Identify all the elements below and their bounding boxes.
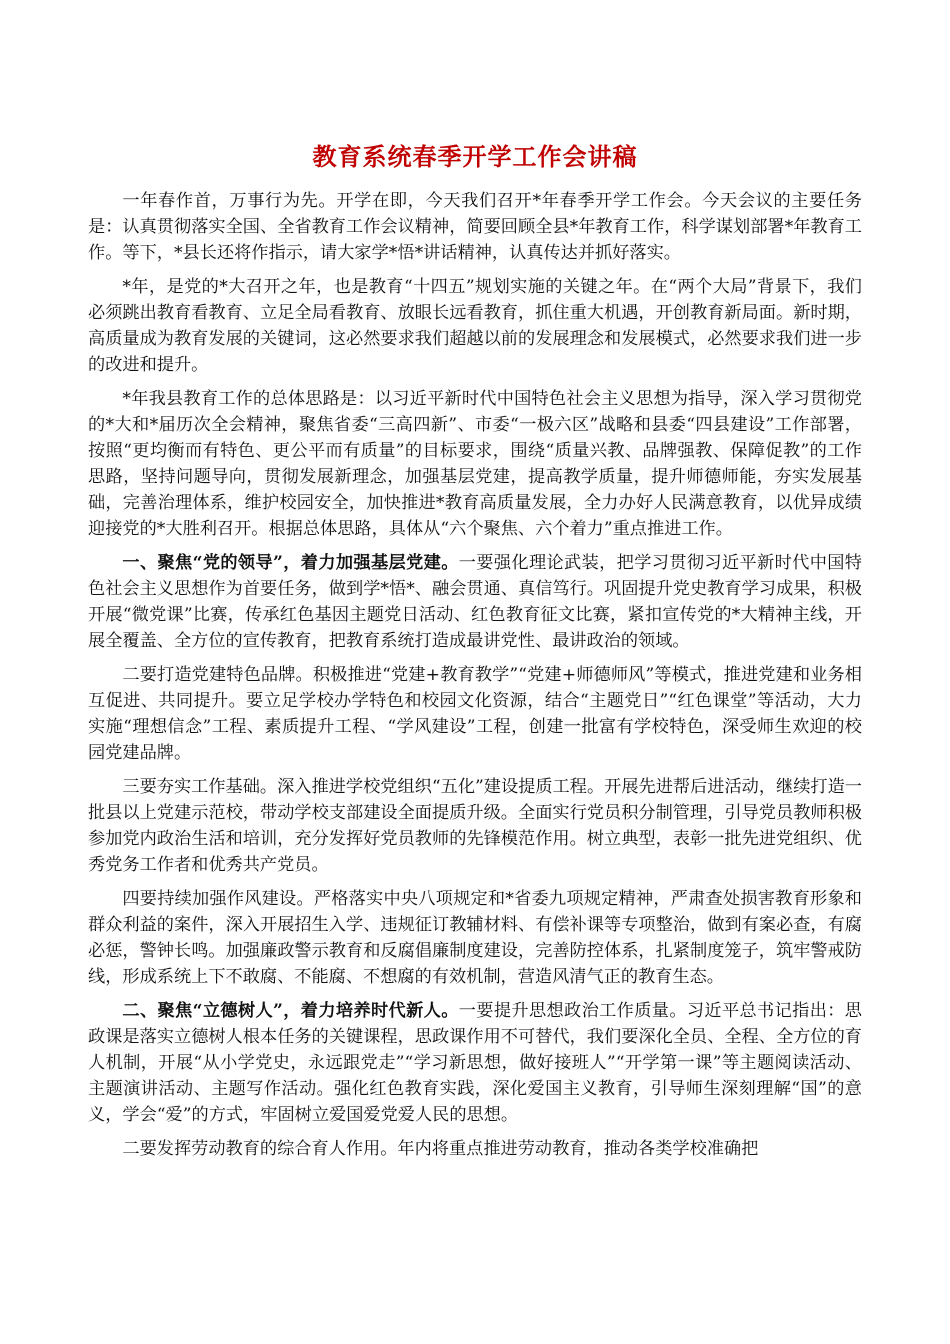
paragraph-3	[88, 386, 862, 542]
paragraph-text: *年，是党的*大召开之年，也是教育“十四五”规划实施的关键之年。在“两个大局”背景下，我们必须跳出教育看教育、立足全局看教育、放眼长远看教育，抓住重大机遇，开创教育新局面。新时期，高质量成为教育发展的关键词，这必然要求我们超越以前的发展理念和发展模式，必然要求我们进一步的改进和提升。	[88, 277, 862, 375]
section-heading-2: 二、聚焦“立德树人”，着力培养时代新人。	[122, 1001, 459, 1021]
paragraph-9	[88, 1136, 862, 1162]
section-heading-1: 一、聚焦“党的领导”，着力加强基层党建。	[122, 553, 459, 573]
document-title: 教育系统春季开学工作会讲稿	[312, 142, 638, 171]
paragraph-text: 一要强化理论武装，把学习贯彻习近平新时代中国特色社会主义思想作为首要任务，做到学*悟*、融会贯通、真信笃行。巩固提升党史教育学习成果，积极开展“微党课”比赛，传承红色基因主题党日活动、红色教育征文比赛，紧扣宣传党的*大精神主线，开展全覆盖、全方位的宣传教育，把教育系统打造成最讲党性、最讲政治的领域。	[88, 553, 862, 651]
paragraph-7	[88, 886, 862, 990]
paragraph-6	[88, 774, 862, 878]
paragraph-text: 二要发挥劳动教育的综合育人作用。年内将重点推进劳动教育，推动各类学校准确把	[122, 1139, 759, 1159]
paragraph-8	[88, 998, 862, 1128]
paragraph-text: 三要夯实工作基础。深入推进学校党组织“五化”建设提质工程。开展先进帮后进活动，继续打造一批县以上党建示范校，带动学校支部建设全面提质升级。全面实行党员积分制管理，引导党员教师积极参加党内政治生活和培训，充分发挥好党员教师的先锋模范作用。树立典型，表彰一批先进党组织、优秀党务工作者和优秀共产党员。	[88, 777, 862, 875]
paragraph-2	[88, 274, 862, 378]
paragraph-5	[88, 662, 862, 766]
paragraph-text: 二要打造党建特色品牌。积极推进“党建+教育教学”“党建+师德师风”等模式，推进党建和业务相互促进、共同提升。要立足学校办学特色和校园文化资源，结合“主题党日”“红色课堂”等活动，大力实施“理想信念”工程、素质提升工程、“学风建设”工程，创建一批富有学校特色，深受师生欢迎的校园党建品牌。	[88, 665, 862, 763]
paragraph-text: 一年春作首，万事行为先。开学在即，今天我们召开*年春季开学工作会。今天会议的主要任务是：认真贯彻落实全国、全省教育工作会议精神，简要回顾全县*年教育工作，科学谋划部署*年教育工作。等下，*县长还将作指示，请大家学*悟*讲话精神，认真传达并抓好落实。	[88, 191, 862, 263]
paragraph-4	[88, 550, 862, 654]
paragraph-text: *年我县教育工作的总体思路是：以习近平新时代中国特色社会主义思想为指导，深入学习贯彻党的*大和*届历次全会精神，聚焦省委“三高四新”、市委“一极六区”战略和县委“四县建设”工作部署，按照“更均衡而有特色、更公平而有质量”的目标要求，围绕“质量兴教、品牌强教、保障促教”的工作思路，坚持问题导向，贯彻发展新理念，加强基层党建，提高教学质量，提升师德师能，夯实发展基础，完善治理体系，维护校园安全，加快推进*教育高质量发展，全力办好人民满意教育，以优异成绩迎接党的*大胜利召开。根据总体思路，具体从“六个聚焦、六个着力”重点推进工作。	[88, 389, 862, 539]
paragraph-text: 四要持续加强作风建设。严格落实中央八项规定和*省委九项规定精神，严肃查处损害教育形象和群众利益的案件，深入开展招生入学、违规征订教辅材料、有偿补课等专项整治，做到有案必查，有腐必惩，警钟长鸣。加强廉政警示教育和反腐倡廉制度建设，完善防控体系，扎紧制度笼子，筑牢警戒防线，形成系统上下不敢腐、不能腐、不想腐的有效机制，营造风清气正的教育生态。	[88, 889, 862, 987]
paragraph-text: 一要提升思想政治工作质量。习近平总书记指出：思政课是落实立德树人根本任务的关键课程，思政课作用不可替代，我们要深化全员、全程、全方位的育人机制，开展“从小学党史，永远跟党走”“学习新思想，做好接班人”“开学第一课”等主题阅读活动、主题演讲活动、主题写作活动。强化红色教育实践，深化爱国主义教育，引导师生深刻理解“国”的意义，学会“爱”的方式，牢固树立爱国爱党爱人民的思想。	[88, 1001, 862, 1125]
paragraph-1	[88, 188, 862, 266]
